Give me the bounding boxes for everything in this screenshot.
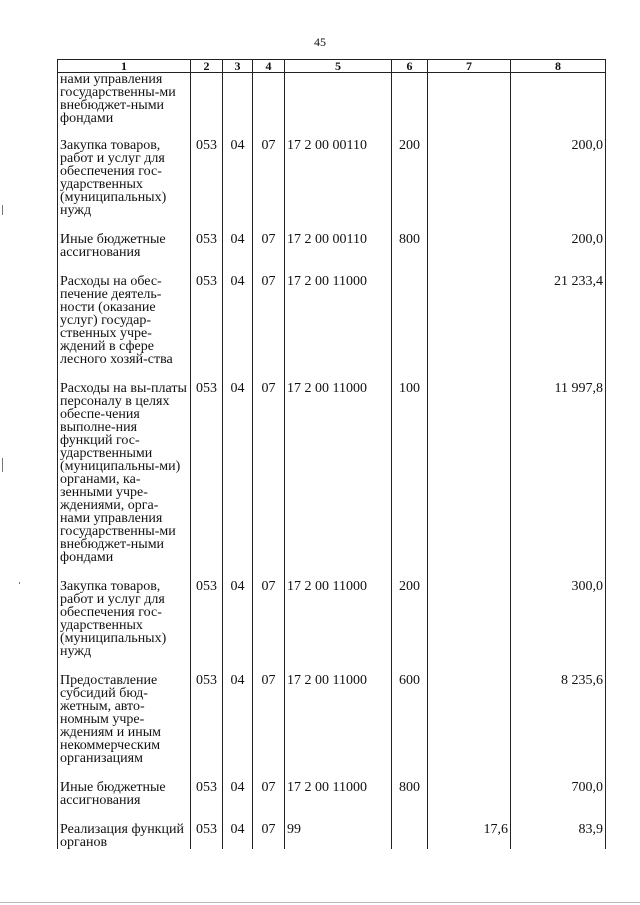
expense-type-code: 800 <box>392 217 428 259</box>
amount-col7 <box>428 125 511 217</box>
table-row <box>58 366 606 564</box>
amount-col7 <box>428 564 511 658</box>
item-name: Расходы на вы-платы персоналу в целях обеспе-чения выполне-ния функций гос-ударственными (муниципальны-ми) органами, ка-зенными учре-ждениями, орга-нами управления государственны-ми внебюджет-ными фондами <box>58 366 191 564</box>
amount-col7 <box>428 217 511 259</box>
amount-col7: 17,6 <box>428 807 511 849</box>
target-article-code: 17 2 00 00110 <box>285 125 392 217</box>
amount-col8: 21 233,4 <box>511 259 606 366</box>
expense-type-code: 200 <box>392 125 428 217</box>
header-cell: 4 <box>253 60 285 73</box>
table-row <box>58 217 606 259</box>
header-cell: 7 <box>428 60 511 73</box>
header-cell: 8 <box>511 60 606 73</box>
expense-type-code: 200 <box>392 564 428 658</box>
amount-col8: 700,0 <box>511 765 606 807</box>
section-code: 04 <box>223 807 253 849</box>
table-row <box>58 73 606 126</box>
subsection-code: 07 <box>253 564 285 658</box>
header-cell: 3 <box>223 60 253 73</box>
table-row <box>58 765 606 807</box>
item-name: Расходы на обес-печение деятель-ности (оказание услуг) государ-ственных учре-ждений в сфере лесного хозяй-ства <box>58 259 191 366</box>
amount-col7 <box>428 366 511 564</box>
ministry-code: 053 <box>191 807 223 849</box>
amount-col7 <box>428 765 511 807</box>
ministry-code: 053 <box>191 564 223 658</box>
item-name: Иные бюджетные ассигнования <box>58 217 191 259</box>
ministry-code: 053 <box>191 366 223 564</box>
item-name: Закупка товаров, работ и услуг для обеспечения гос-ударственных (муниципальных) нужд <box>58 564 191 658</box>
page-number: 45 <box>314 35 326 49</box>
header-cell: 5 <box>285 60 392 73</box>
subsection-code: 07 <box>253 807 285 849</box>
scan-artifact <box>2 205 3 215</box>
item-name: Иные бюджетные ассигнования <box>58 765 191 807</box>
amount-col7 <box>428 658 511 765</box>
target-article-code: 17 2 00 11000 <box>285 564 392 658</box>
table-row <box>58 807 606 849</box>
expense-type-code: 800 <box>392 765 428 807</box>
amount-col8: 8 235,6 <box>511 658 606 765</box>
amount-col8: 200,0 <box>511 125 606 217</box>
item-name: Реализация функций органов <box>58 807 191 849</box>
section-code: 04 <box>223 658 253 765</box>
budget-table <box>57 59 606 849</box>
item-name: Предоставление субсидий бюд-жетным, авто-номным учре-ждениям и иным некоммерческим организациям <box>58 658 191 765</box>
ministry-code: 053 <box>191 125 223 217</box>
section-code: 04 <box>223 564 253 658</box>
subsection-code: 07 <box>253 125 285 217</box>
target-article-code: 17 2 00 11000 <box>285 366 392 564</box>
header-row <box>58 60 606 73</box>
expense-type-code <box>392 807 428 849</box>
amount-col8: 83,9 <box>511 807 606 849</box>
table-row <box>58 564 606 658</box>
amount-col7 <box>428 259 511 366</box>
scan-artifact <box>19 582 20 584</box>
target-article-code: 17 2 00 11000 <box>285 658 392 765</box>
ministry-code: 053 <box>191 658 223 765</box>
header-cell: 1 <box>58 60 191 73</box>
section-code: 04 <box>223 125 253 217</box>
target-article-code: 17 2 00 11000 <box>285 259 392 366</box>
target-article-code: 17 2 00 11000 <box>285 765 392 807</box>
section-code: 04 <box>223 366 253 564</box>
table-row <box>58 125 606 217</box>
expense-type-code: 100 <box>392 366 428 564</box>
amount-col8: 11 997,8 <box>511 366 606 564</box>
ministry-code: 053 <box>191 765 223 807</box>
subsection-code: 07 <box>253 217 285 259</box>
amount-col8: 300,0 <box>511 564 606 658</box>
subsection-code: 07 <box>253 259 285 366</box>
subsection-code: 07 <box>253 765 285 807</box>
item-name: нами управления государственны-ми внебюджет-ными фондами <box>58 73 191 126</box>
section-code: 04 <box>223 259 253 366</box>
expense-type-code: 600 <box>392 658 428 765</box>
item-name: Закупка товаров, работ и услуг для обеспечения гос-ударственных (муниципальных) нужд <box>58 125 191 217</box>
section-code: 04 <box>223 217 253 259</box>
section-code: 04 <box>223 765 253 807</box>
scan-artifact <box>0 902 640 903</box>
target-article-code: 99 <box>285 807 392 849</box>
scan-artifact <box>2 458 3 472</box>
table-row <box>58 259 606 366</box>
header-cell: 6 <box>392 60 428 73</box>
amount-col8: 200,0 <box>511 217 606 259</box>
ministry-code: 053 <box>191 217 223 259</box>
subsection-code: 07 <box>253 366 285 564</box>
ministry-code: 053 <box>191 259 223 366</box>
header-cell: 2 <box>191 60 223 73</box>
expense-type-code <box>392 259 428 366</box>
target-article-code: 17 2 00 00110 <box>285 217 392 259</box>
subsection-code: 07 <box>253 658 285 765</box>
table-row <box>58 658 606 765</box>
